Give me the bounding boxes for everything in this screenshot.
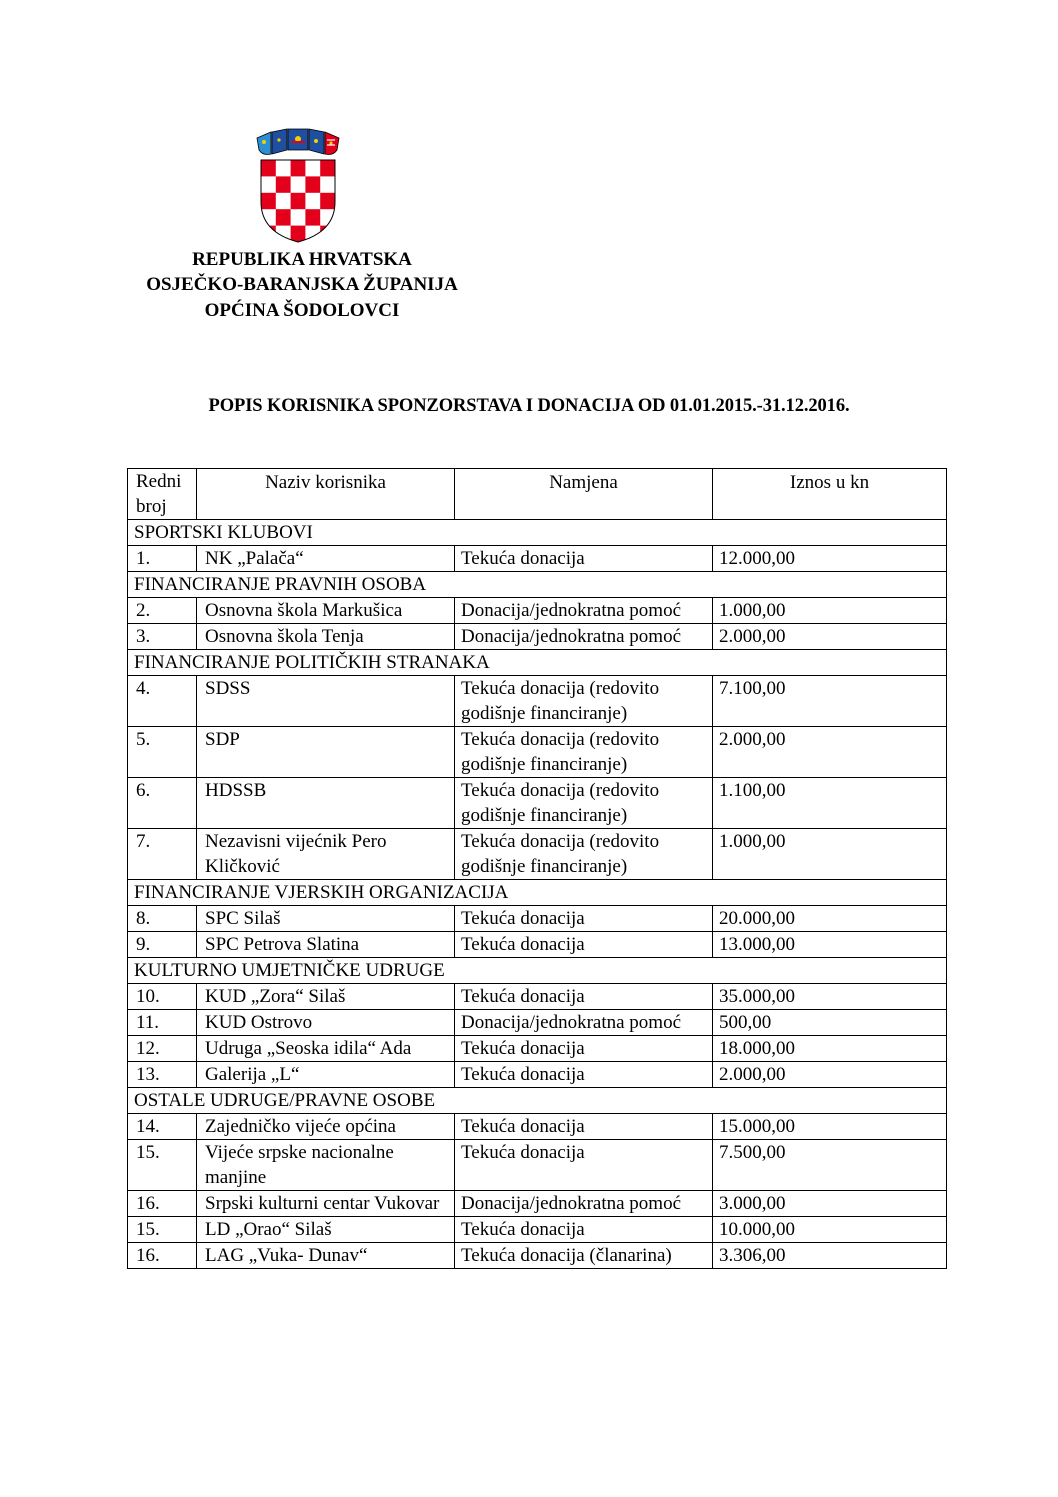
table-row: [128, 1010, 947, 1036]
table-row: [128, 624, 947, 650]
row-number: 8.: [128, 906, 197, 932]
category-row: [128, 520, 947, 546]
donation-purpose: Tekuća donacija (redovito godišnje financiranje): [455, 778, 713, 829]
donation-amount: 3.306,00: [713, 1243, 947, 1269]
donation-amount: 7.100,00: [713, 676, 947, 727]
row-number: 6.: [128, 778, 197, 829]
donation-amount: 15.000,00: [713, 1114, 947, 1140]
column-header-number: Redni broj: [128, 469, 197, 520]
beneficiary-name: Osnovna škola Markušica: [197, 598, 455, 624]
document-title: POPIS KORISNIKA SPONZORSTAVA I DONACIJA OD 01.01.2015.-31.12.2016.: [208, 396, 850, 416]
beneficiary-name: SPC Petrova Slatina: [197, 932, 455, 958]
donation-purpose: Tekuća donacija: [455, 932, 713, 958]
category-row: [128, 880, 947, 906]
row-number: 1.: [128, 546, 197, 572]
row-number: 3.: [128, 624, 197, 650]
donation-purpose: Tekuća donacija: [455, 1062, 713, 1088]
table-row: [128, 1217, 947, 1243]
beneficiary-name: KUD Ostrovo: [197, 1010, 455, 1036]
donation-purpose: Donacija/jednokratna pomoć: [455, 1010, 713, 1036]
header-municipality: OPĆINA ŠODOLOVCI: [204, 300, 400, 321]
category-row: [128, 958, 947, 984]
donation-purpose: Tekuća donacija: [455, 906, 713, 932]
donation-purpose: Tekuća donacija (redovito godišnje financiranje): [455, 829, 713, 880]
beneficiary-name: SPC Silaš: [197, 906, 455, 932]
table-row: [128, 676, 947, 727]
category-label: FINANCIRANJE VJERSKIH ORGANIZACIJA: [128, 880, 947, 906]
table-row: [128, 932, 947, 958]
category-label: KULTURNO UMJETNIČKE UDRUGE: [128, 958, 947, 984]
column-header-name: Naziv korisnika: [197, 469, 455, 520]
category-row: [128, 572, 947, 598]
table-row: [128, 1114, 947, 1140]
table-row: [128, 1191, 947, 1217]
row-number: 12.: [128, 1036, 197, 1062]
beneficiary-name: HDSSB: [197, 778, 455, 829]
beneficiary-name: Galerija „L“: [197, 1062, 455, 1088]
donation-amount: 13.000,00: [713, 932, 947, 958]
donation-purpose: Tekuća donacija (redovito godišnje financiranje): [455, 676, 713, 727]
table-row: [128, 1062, 947, 1088]
table-row: [128, 778, 947, 829]
column-header-amount: Iznos u kn: [713, 469, 947, 520]
table-row: [128, 829, 947, 880]
beneficiary-name: Srpski kulturni centar Vukovar: [197, 1191, 455, 1217]
row-number: 7.: [128, 829, 197, 880]
row-number: 10.: [128, 984, 197, 1010]
row-number: 2.: [128, 598, 197, 624]
table-header-row: [128, 469, 947, 520]
table-row: [128, 598, 947, 624]
beneficiary-name: SDSS: [197, 676, 455, 727]
table-row: [128, 1140, 947, 1191]
donation-amount: 35.000,00: [713, 984, 947, 1010]
donation-amount: 12.000,00: [713, 546, 947, 572]
table-row: [128, 546, 947, 572]
beneficiary-name: LD „Orao“ Silaš: [197, 1217, 455, 1243]
donation-purpose: Tekuća donacija: [455, 1036, 713, 1062]
beneficiary-name: Osnovna škola Tenja: [197, 624, 455, 650]
category-row: [128, 650, 947, 676]
beneficiary-name: Vijeće srpske nacionalne manjine: [197, 1140, 455, 1191]
category-label: SPORTSKI KLUBOVI: [128, 520, 947, 546]
row-number: 14.: [128, 1114, 197, 1140]
donation-amount: 18.000,00: [713, 1036, 947, 1062]
donation-purpose: Tekuća donacija: [455, 984, 713, 1010]
category-label: OSTALE UDRUGE/PRAVNE OSOBE: [128, 1088, 947, 1114]
beneficiary-name: LAG „Vuka- Dunav“: [197, 1243, 455, 1269]
row-number: 15.: [128, 1140, 197, 1191]
donation-amount: 1.000,00: [713, 598, 947, 624]
donation-purpose: Tekuća donacija: [455, 1217, 713, 1243]
table-row: [128, 1036, 947, 1062]
donation-amount: 2.000,00: [713, 1062, 947, 1088]
column-header-purpose: Namjena: [455, 469, 713, 520]
donation-purpose: Tekuća donacija (redovito godišnje financiranje): [455, 727, 713, 778]
croatian-coat-of-arms-icon: [253, 128, 343, 244]
donations-table: [127, 468, 947, 1269]
row-number: 16.: [128, 1191, 197, 1217]
donation-purpose: Tekuća donacija (članarina): [455, 1243, 713, 1269]
row-number: 15.: [128, 1217, 197, 1243]
donation-purpose: Tekuća donacija: [455, 1114, 713, 1140]
donation-amount: 500,00: [713, 1010, 947, 1036]
category-row: [128, 1088, 947, 1114]
donation-purpose: Donacija/jednokratna pomoć: [455, 1191, 713, 1217]
table-row: [128, 984, 947, 1010]
category-label: FINANCIRANJE POLITIČKIH STRANAKA: [128, 650, 947, 676]
row-number: 9.: [128, 932, 197, 958]
row-number: 5.: [128, 727, 197, 778]
beneficiary-name: Nezavisni vijećnik Pero Kličković: [197, 829, 455, 880]
category-label: FINANCIRANJE PRAVNIH OSOBA: [128, 572, 947, 598]
table-row: [128, 906, 947, 932]
donation-purpose: Tekuća donacija: [455, 1140, 713, 1191]
header-county: OSJEČKO-BARANJSKA ŽUPANIJA: [146, 274, 458, 295]
donation-amount: 20.000,00: [713, 906, 947, 932]
row-number: 4.: [128, 676, 197, 727]
donation-amount: 2.000,00: [713, 624, 947, 650]
donation-amount: 7.500,00: [713, 1140, 947, 1191]
beneficiary-name: Zajedničko vijeće općina: [197, 1114, 455, 1140]
table-row: [128, 1243, 947, 1269]
donation-amount: 2.000,00: [713, 727, 947, 778]
header-country: REPUBLIKA HRVATSKA: [192, 249, 412, 270]
donation-purpose: Donacija/jednokratna pomoć: [455, 624, 713, 650]
row-number: 16.: [128, 1243, 197, 1269]
donations-table-body: [128, 469, 947, 1269]
donation-amount: 3.000,00: [713, 1191, 947, 1217]
donation-purpose: Tekuća donacija: [455, 546, 713, 572]
donation-amount: 1.000,00: [713, 829, 947, 880]
beneficiary-name: NK „Palača“: [197, 546, 455, 572]
donation-amount: 1.100,00: [713, 778, 947, 829]
donation-purpose: Donacija/jednokratna pomoć: [455, 598, 713, 624]
beneficiary-name: KUD „Zora“ Silaš: [197, 984, 455, 1010]
donation-amount: 10.000,00: [713, 1217, 947, 1243]
table-row: [128, 727, 947, 778]
row-number: 11.: [128, 1010, 197, 1036]
beneficiary-name: Udruga „Seoska idila“ Ada: [197, 1036, 455, 1062]
row-number: 13.: [128, 1062, 197, 1088]
beneficiary-name: SDP: [197, 727, 455, 778]
